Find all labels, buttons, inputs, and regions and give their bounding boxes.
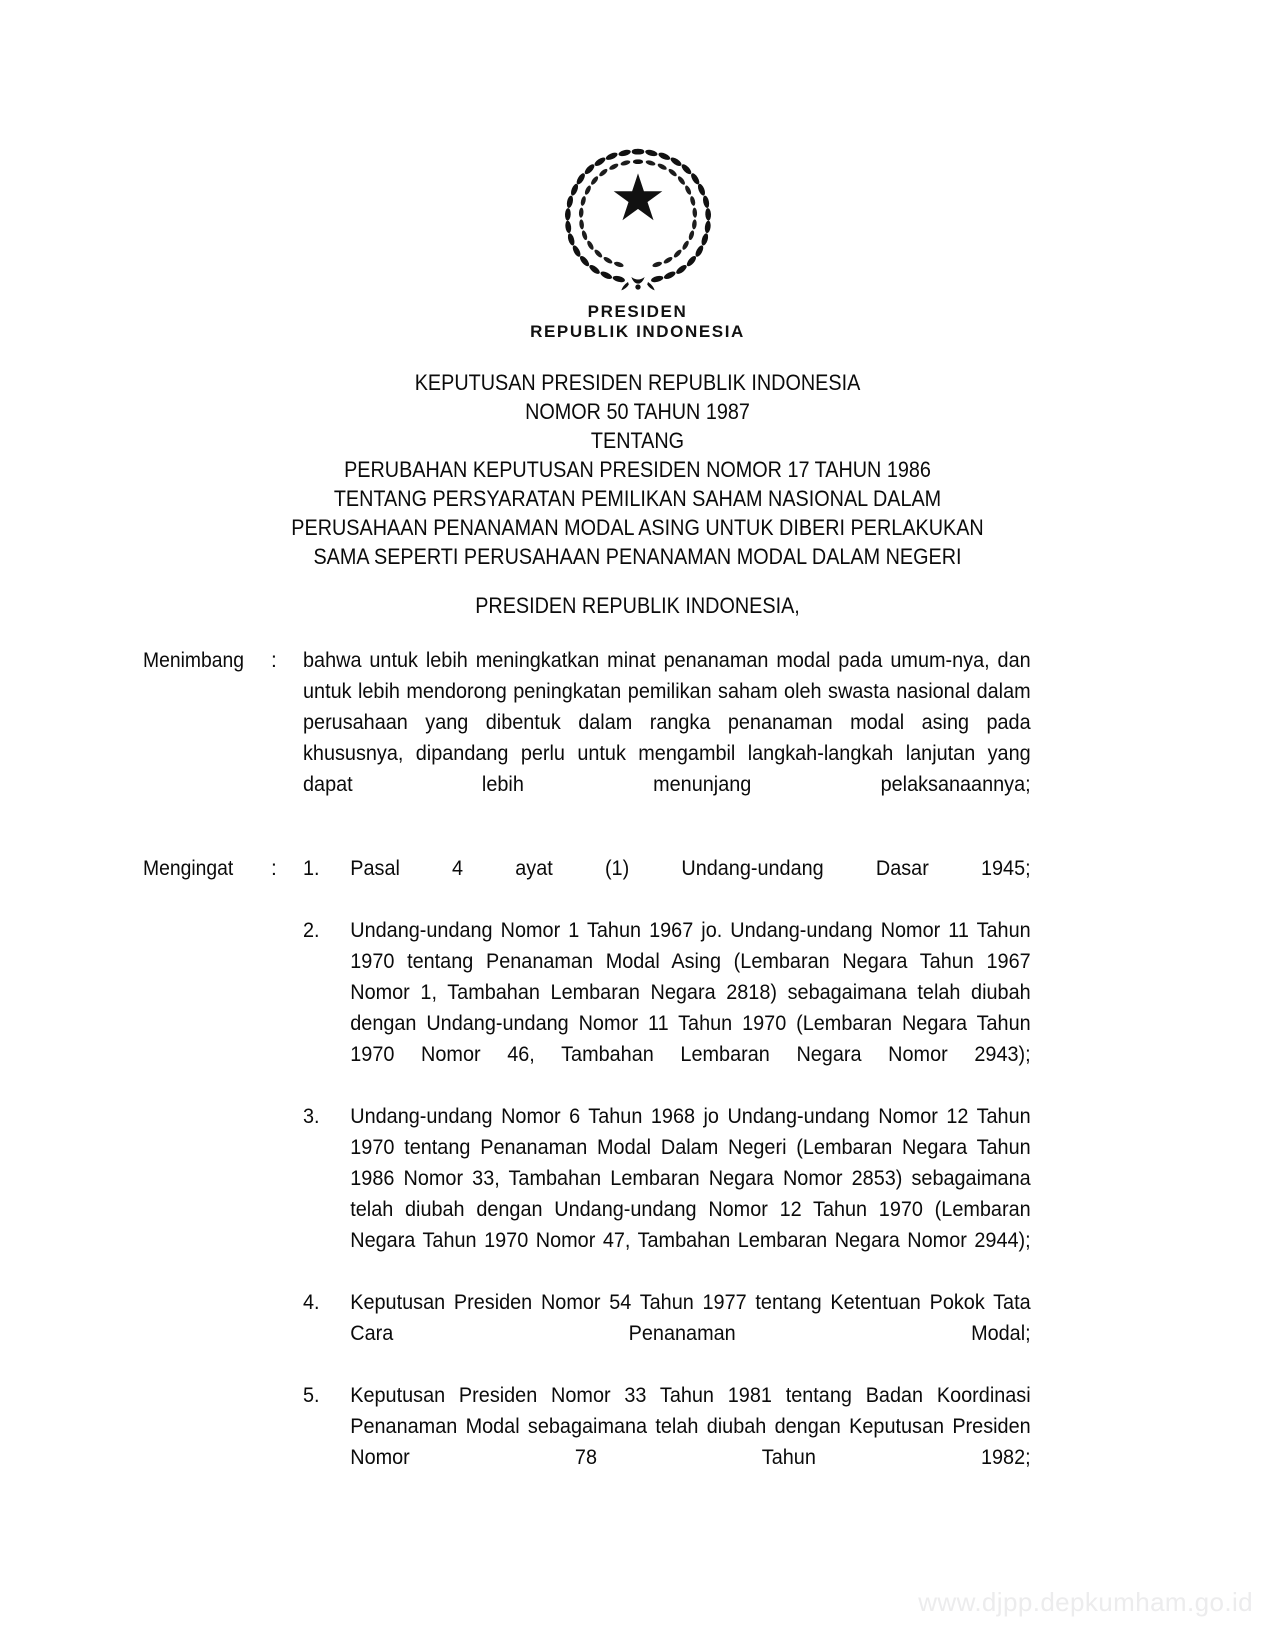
clause-mengingat <box>143 853 1073 1504</box>
title-line-tentang: TENTANG <box>590 428 685 453</box>
mengingat-list <box>303 853 1031 1504</box>
clause-menimbang <box>143 645 1073 831</box>
menimbang-paragraph: bahwa untuk lebih meningkatkan minat penanaman modal pada umum-nya, dan untuk lebih mendorong peningkatan pemilikan saham oleh swasta nasional dalam perusahaan yang dibentuk dalam rangka penanaman modal asing pada khususnya, dipandang perlu untuk mengambil langkah-langkah lanjutan yang dapat lebih menunjang pelaksanaannya; <box>303 649 1031 796</box>
clause-label-menimbang: Menimbang <box>143 649 244 672</box>
clause-body-mengingat <box>303 853 1031 1504</box>
consideration-heading: PRESIDEN REPUBLIK INDONESIA, <box>475 593 800 618</box>
letterhead <box>0 140 1275 342</box>
clause-colon-mengingat: : <box>271 857 277 880</box>
letterhead-line-republic: REPUBLIK INDONESIA <box>530 322 745 341</box>
list-item-text: Pasal 4 ayat (1) Undang-undang Dasar 1945; <box>350 857 1031 880</box>
letterhead-text <box>0 302 1275 342</box>
garuda-star-wreath-emblem <box>554 140 722 292</box>
title-line-7: SAMA SEPERTI PERUSAHAAN PENANAMAN MODAL DALAM NEGERI <box>313 544 962 569</box>
title-line-5: TENTANG PERSYARATAN PEMILIKAN SAHAM NASIONAL DALAM <box>333 486 942 511</box>
title-line-number: NOMOR 50 TAHUN 1987 <box>525 399 750 424</box>
clause-colon-menimbang: : <box>271 649 277 672</box>
title-line-6: PERUSAHAAN PENANAMAN MODAL ASING UNTUK DIBERI PERLAKUKAN <box>291 515 984 540</box>
list-item-number: 3. <box>303 1105 320 1128</box>
list-item <box>303 853 1031 915</box>
clause-label-mengingat: Mengingat <box>143 857 234 880</box>
list-item-number: 2. <box>303 919 320 942</box>
list-item <box>303 1287 1031 1380</box>
list-item-text: Undang-undang Nomor 6 Tahun 1968 jo Undang-undang Nomor 12 Tahun 1970 tentang Penanaman Modal Dalam Negeri (Lembaran Negara Tahun 1986 Nomor 33, Tambahan Lembaran Negara Nomor 2853) sebagaimana telah diubah dengan Undang-undang Nomor 12 Tahun 1970 (Lembaran Negara Tahun 1970 Nomor 47, Tambahan Lembaran Negara Nomor 2944); <box>350 1105 1031 1252</box>
document-title-block <box>64 368 1212 571</box>
list-item-text: Keputusan Presiden Nomor 33 Tahun 1981 tentang Badan Koordinasi Penanaman Modal sebagaimana telah diubah dengan Keputusan Presiden Nomor 78 Tahun 1982; <box>350 1384 1031 1469</box>
list-item <box>303 1101 1031 1287</box>
list-item-text: Undang-undang Nomor 1 Tahun 1967 jo. Undang-undang Nomor 11 Tahun 1970 tentang Penanaman Modal Asing (Lembaran Negara Tahun 1967 Nomor 1, Tambahan Lembaran Negara 2818) sebagaimana telah diubah dengan Undang-undang Nomor 11 Tahun 1970 (Lembaran Negara Tahun 1970 Nomor 46, Tambahan Lembaran Negara Nomor 2943); <box>350 919 1031 1066</box>
list-item <box>303 1380 1031 1504</box>
list-item <box>303 915 1031 1101</box>
title-line-1: KEPUTUSAN PRESIDEN REPUBLIK INDONESIA <box>414 370 861 395</box>
list-item-text: Keputusan Presiden Nomor 54 Tahun 1977 tentang Ketentuan Pokok Tata Cara Penanaman Modal; <box>350 1291 1031 1345</box>
source-watermark: www.djpp.depkumham.go.id <box>918 1587 1253 1617</box>
list-item-number: 1. <box>303 857 320 880</box>
list-item-number: 5. <box>303 1384 320 1407</box>
clause-body-menimbang <box>303 645 1031 831</box>
title-line-4: PERUBAHAN KEPUTUSAN PRESIDEN NOMOR 17 TAHUN 1986 <box>344 457 931 482</box>
list-item-number: 4. <box>303 1291 320 1314</box>
letterhead-line-president: PRESIDEN <box>587 302 688 321</box>
document-body <box>143 645 1073 1526</box>
